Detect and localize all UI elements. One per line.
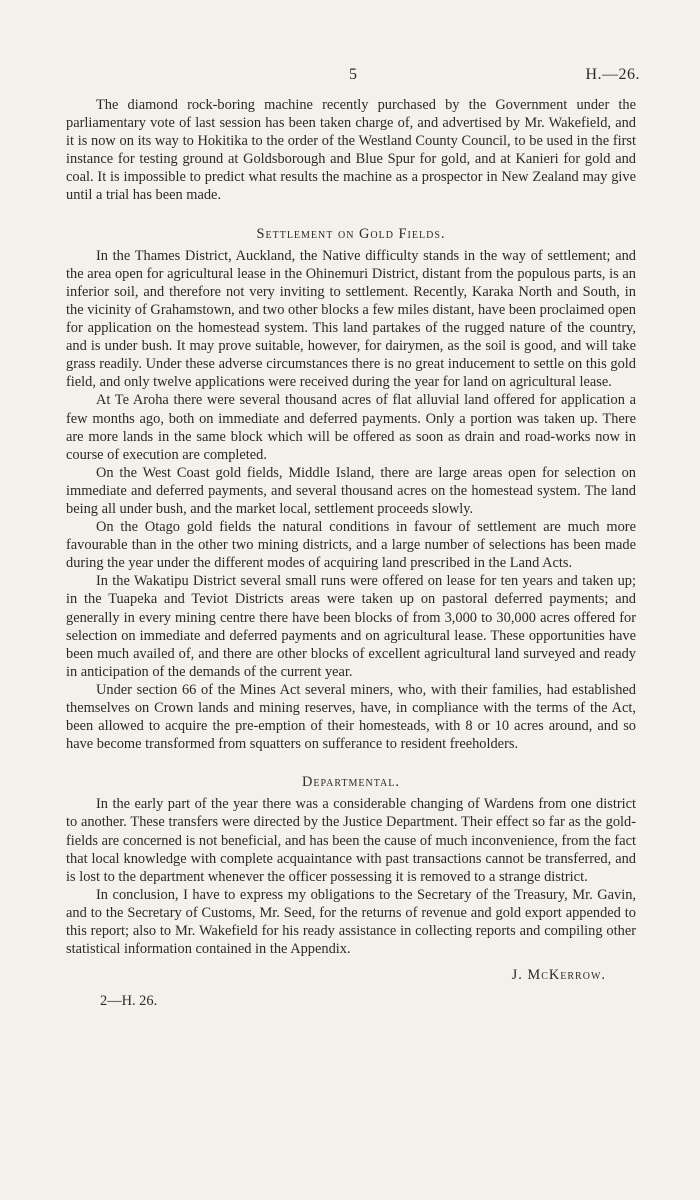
settlement-paragraph-6: Under section 66 of the Mines Act several miners, who, with their families, had established themselves on Crown lands and mining reserves, have, in compliance with the terms of the Act, been allowed to acquire the pre-emption of their homesteads, with 8 or 10 acres around, and so have become transformed from squatters on sufferance to resident freeholders. — [66, 681, 636, 753]
settlement-paragraph-2: At Te Aroha there were several thousand acres of flat alluvial land offered for application a few months ago, both on immediate and deferred payments. Only a portion was taken up. There are more lands in the same block which will be offered as soon as drain and road-works now in course of execution are completed. — [66, 392, 636, 463]
page-header — [0, 66, 700, 86]
settlement-paragraph-3: On the West Coast gold fields, Middle Island, there are large areas open for selection on immediate and deferred payments, and several thousand acres on the homestead system. The land being all under bush, and the market local, settlement proceeds slowly. — [66, 464, 636, 517]
section-heading-settlement: Settlement on Gold Fields. — [256, 225, 446, 242]
departmental-paragraph-2: In conclusion, I have to express my obligations to the Secretary of the Treasury, Mr. Gavin, and to the Secretary of Customs, Mr. Seed, for the returns of revenue and gold export appended to this report; also to Mr. Wakefield for his ready assistance in collecting reports and compiling other statistical information contained in the Appendix. — [66, 886, 636, 958]
settlement-paragraph-1: In the Thames District, Auckland, the Native difficulty stands in the way of settlement; and the area open for agricultural lease in the Ohinemuri District, distant from the populous parts, is an inferior soil, and therefore not very inviting to settlement. Recently, Karaka North and South, in the vicinity of Grahamstown, and two other blocks a few miles distant, have been proclaimed open for application on the homestead system. This land partakes of the rugged nature of the country, and is under bush. It may prove suitable, however, for dairymen, as the soil is good, and will take grass readily. Under these adverse circumstances there is no great inducement to settle on this gold field, and only twelve applications were received during the year for land on agricultural lease. — [66, 247, 636, 391]
page-number: 5 — [349, 66, 357, 83]
settlement-paragraph-5: In the Wakatipu District several small runs were offered on lease for ten years and taken up; in the Tuapeka and Teviot Districts areas were taken up on pastoral deferred payments; and generally in every mining centre there have been blocks of from 3,000 to 30,000 acres offered for selection on immediate and deferred payments and on agricultural lease. These opportunities have been much availed of, and there are other blocks of excellent agricultural land surveyed and ready in anticipation of the demands of the current year. — [66, 573, 636, 680]
section-heading-departmental: Departmental. — [301, 774, 400, 791]
settlement-paragraph-4: On the Otago gold fields the natural conditions in favour of settlement are much more favourable than in the other two mining districts, and a large number of selections has been made during the year under the different modes of acquiring land prescribed in the Land Acts. — [66, 519, 636, 572]
signature: J. McKerrow. — [511, 967, 606, 984]
intro-paragraph: The diamond rock-boring machine recently purchased by the Government under the parliamentary vote of last session has been taken charge of, and advertised by Mr. Wakefield, and it is now on its way to Hokitika to the order of the Westland County Council, to be used in the first instance for testing ground at Goldsborough and Blue Spur for gold, and at Kanieri for gold and coal. It is impossible to predict what results the machine as a prospector in New Zealand may give until a trial has been made. — [66, 97, 636, 204]
footer-reference: 2—H. 26. — [100, 993, 158, 1010]
departmental-paragraph-1: In the early part of the year there was a considerable changing of Wardens from one district to another. These transfers were directed by the Justice Department. Their effect so far as the gold-fields are concerned is not beneficial, and has been the cause of much inconvenience, from the fact that local knowledge with complete acquaintance with past transactions cannot be transferred, and is lost to the department whenever the officer possessing it is removed to a strange district. — [66, 796, 636, 885]
document-reference: H.—26. — [585, 66, 640, 83]
document-body — [66, 96, 636, 1010]
